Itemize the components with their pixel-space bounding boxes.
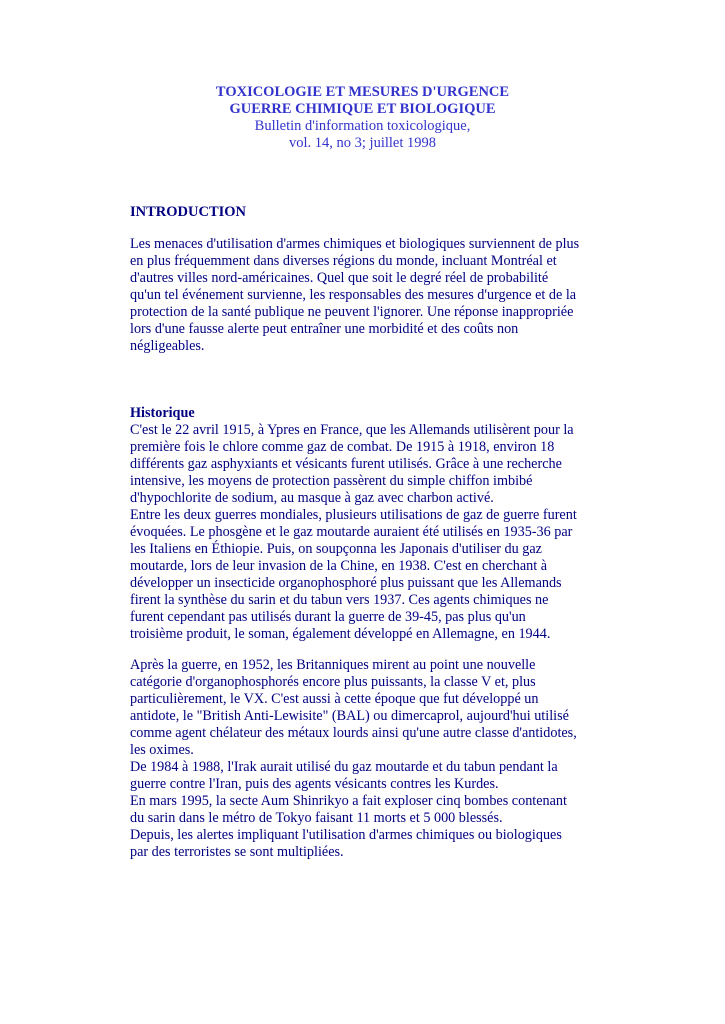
header-volume-line: vol. 14, no 3; juillet 1998 [288, 135, 436, 151]
header-title-line-1: TOXICOLOGIE ET MESURES D'URGENCE [215, 84, 510, 100]
paragraph-line: Les menaces d'utilisation d'armes chimiques et biologiques surviennent de plus [130, 236, 580, 252]
paragraph-line: moutarde, lors de leur invasion de la Chine, en 1938. C'est en cherchant à [130, 558, 548, 574]
paragraph-line: firent la synthèse du sarin et du tabun vers 1937. Ces agents chimiques ne [130, 592, 549, 608]
historique-heading: Historique [130, 405, 195, 421]
paragraph-line: De 1984 à 1988, l'Irak aurait utilisé du gaz moutarde et du tabun pendant la [130, 759, 558, 775]
paragraph-line: d'autres villes nord-américaines. Quel que soit le degré réel de probabilité [130, 270, 549, 286]
paragraph-line: Entre les deux guerres mondiales, plusieurs utilisations de gaz de guerre furent [130, 507, 577, 523]
paragraph-line: Après la guerre, en 1952, les Britanniques mirent au point une nouvelle [130, 657, 536, 673]
paragraph-line: qu'un tel événement survienne, les responsables des mesures d'urgence et de la [130, 287, 577, 303]
paragraph-line: lors d'une fausse alerte peut entraîner une morbidité et des coûts non [130, 321, 519, 337]
introduction-heading: INTRODUCTION [130, 204, 247, 220]
paragraph-line: première fois le chlore comme gaz de combat. De 1915 à 1918, environ 18 [130, 439, 555, 455]
paragraph-line: par des terroristes se sont multipliées. [130, 844, 344, 860]
header-bulletin-line: Bulletin d'information toxicologique, [254, 118, 471, 134]
paragraph-line: différents gaz asphyxiants et vésicants furent utilisés. Grâce à une recherche [130, 456, 562, 472]
paragraph-line: C'est le 22 avril 1915, à Ypres en France, que les Allemands utilisèrent pour la [130, 422, 574, 438]
paragraph-line: catégorie d'organophosphorés encore plus puissants, la classe V et, plus [130, 674, 536, 690]
paragraph-line: intensive, les moyens de protection passèrent du simple chiffon imbibé [130, 473, 533, 489]
paragraph-line: d'hypochlorite de sodium, au masque à gaz avec charbon activé. [130, 490, 494, 506]
paragraph-line: particulièrement, le VX. C'est aussi à cette époque que fut développé un [130, 691, 539, 707]
paragraph-line: furent cependant pas utilisés durant la guerre de 39-45, pas plus qu'un [130, 609, 526, 625]
paragraph-line: du sarin dans le métro de Tokyo faisant 11 morts et 5 000 blessés. [130, 810, 503, 826]
paragraph-line: Depuis, les alertes impliquant l'utilisation d'armes chimiques ou biologiques [130, 827, 562, 843]
historique-paragraph-2 [130, 657, 577, 861]
paragraph-line: protection de la santé publique ne peuvent l'ignorer. Une réponse inappropriée [130, 304, 574, 320]
paragraph-line: En mars 1995, la secte Aum Shinrikyo a fait exploser cinq bombes contenant [130, 793, 567, 809]
historique-paragraph-1 [130, 422, 577, 643]
header-title-line-2: GUERRE CHIMIQUE ET BIOLOGIQUE [229, 101, 496, 117]
introduction-paragraph [130, 236, 580, 355]
paragraph-line: les Italiens en Éthiopie. Puis, on soupçonna les Japonais d'utiliser du gaz [130, 541, 542, 557]
paragraph-line: négligeables. [130, 338, 205, 354]
paragraph-line: antidote, le "British Anti-Lewisite" (BAL) ou dimercaprol, aujourd'hui utilisé [130, 708, 569, 724]
document-header [0, 84, 725, 152]
paragraph-line: en plus fréquemment dans diverses régions du monde, incluant Montréal et [130, 253, 557, 269]
paragraph-line: troisième produit, le soman, également développé en Allemagne, en 1944. [130, 626, 551, 642]
paragraph-line: les oximes. [130, 742, 194, 758]
paragraph-line: développer un insecticide organophosphoré plus puissant que les Allemands [130, 575, 562, 591]
paragraph-line: évoquées. Le phosgène et le gaz moutarde auraient été utilisés en 1935-36 par [130, 524, 573, 540]
paragraph-line: guerre contre l'Iran, puis des agents vésicants contres les Kurdes. [130, 776, 499, 792]
paragraph-line: comme agent chélateur des métaux lourds ainsi qu'une autre classe d'antidotes, [130, 725, 577, 741]
